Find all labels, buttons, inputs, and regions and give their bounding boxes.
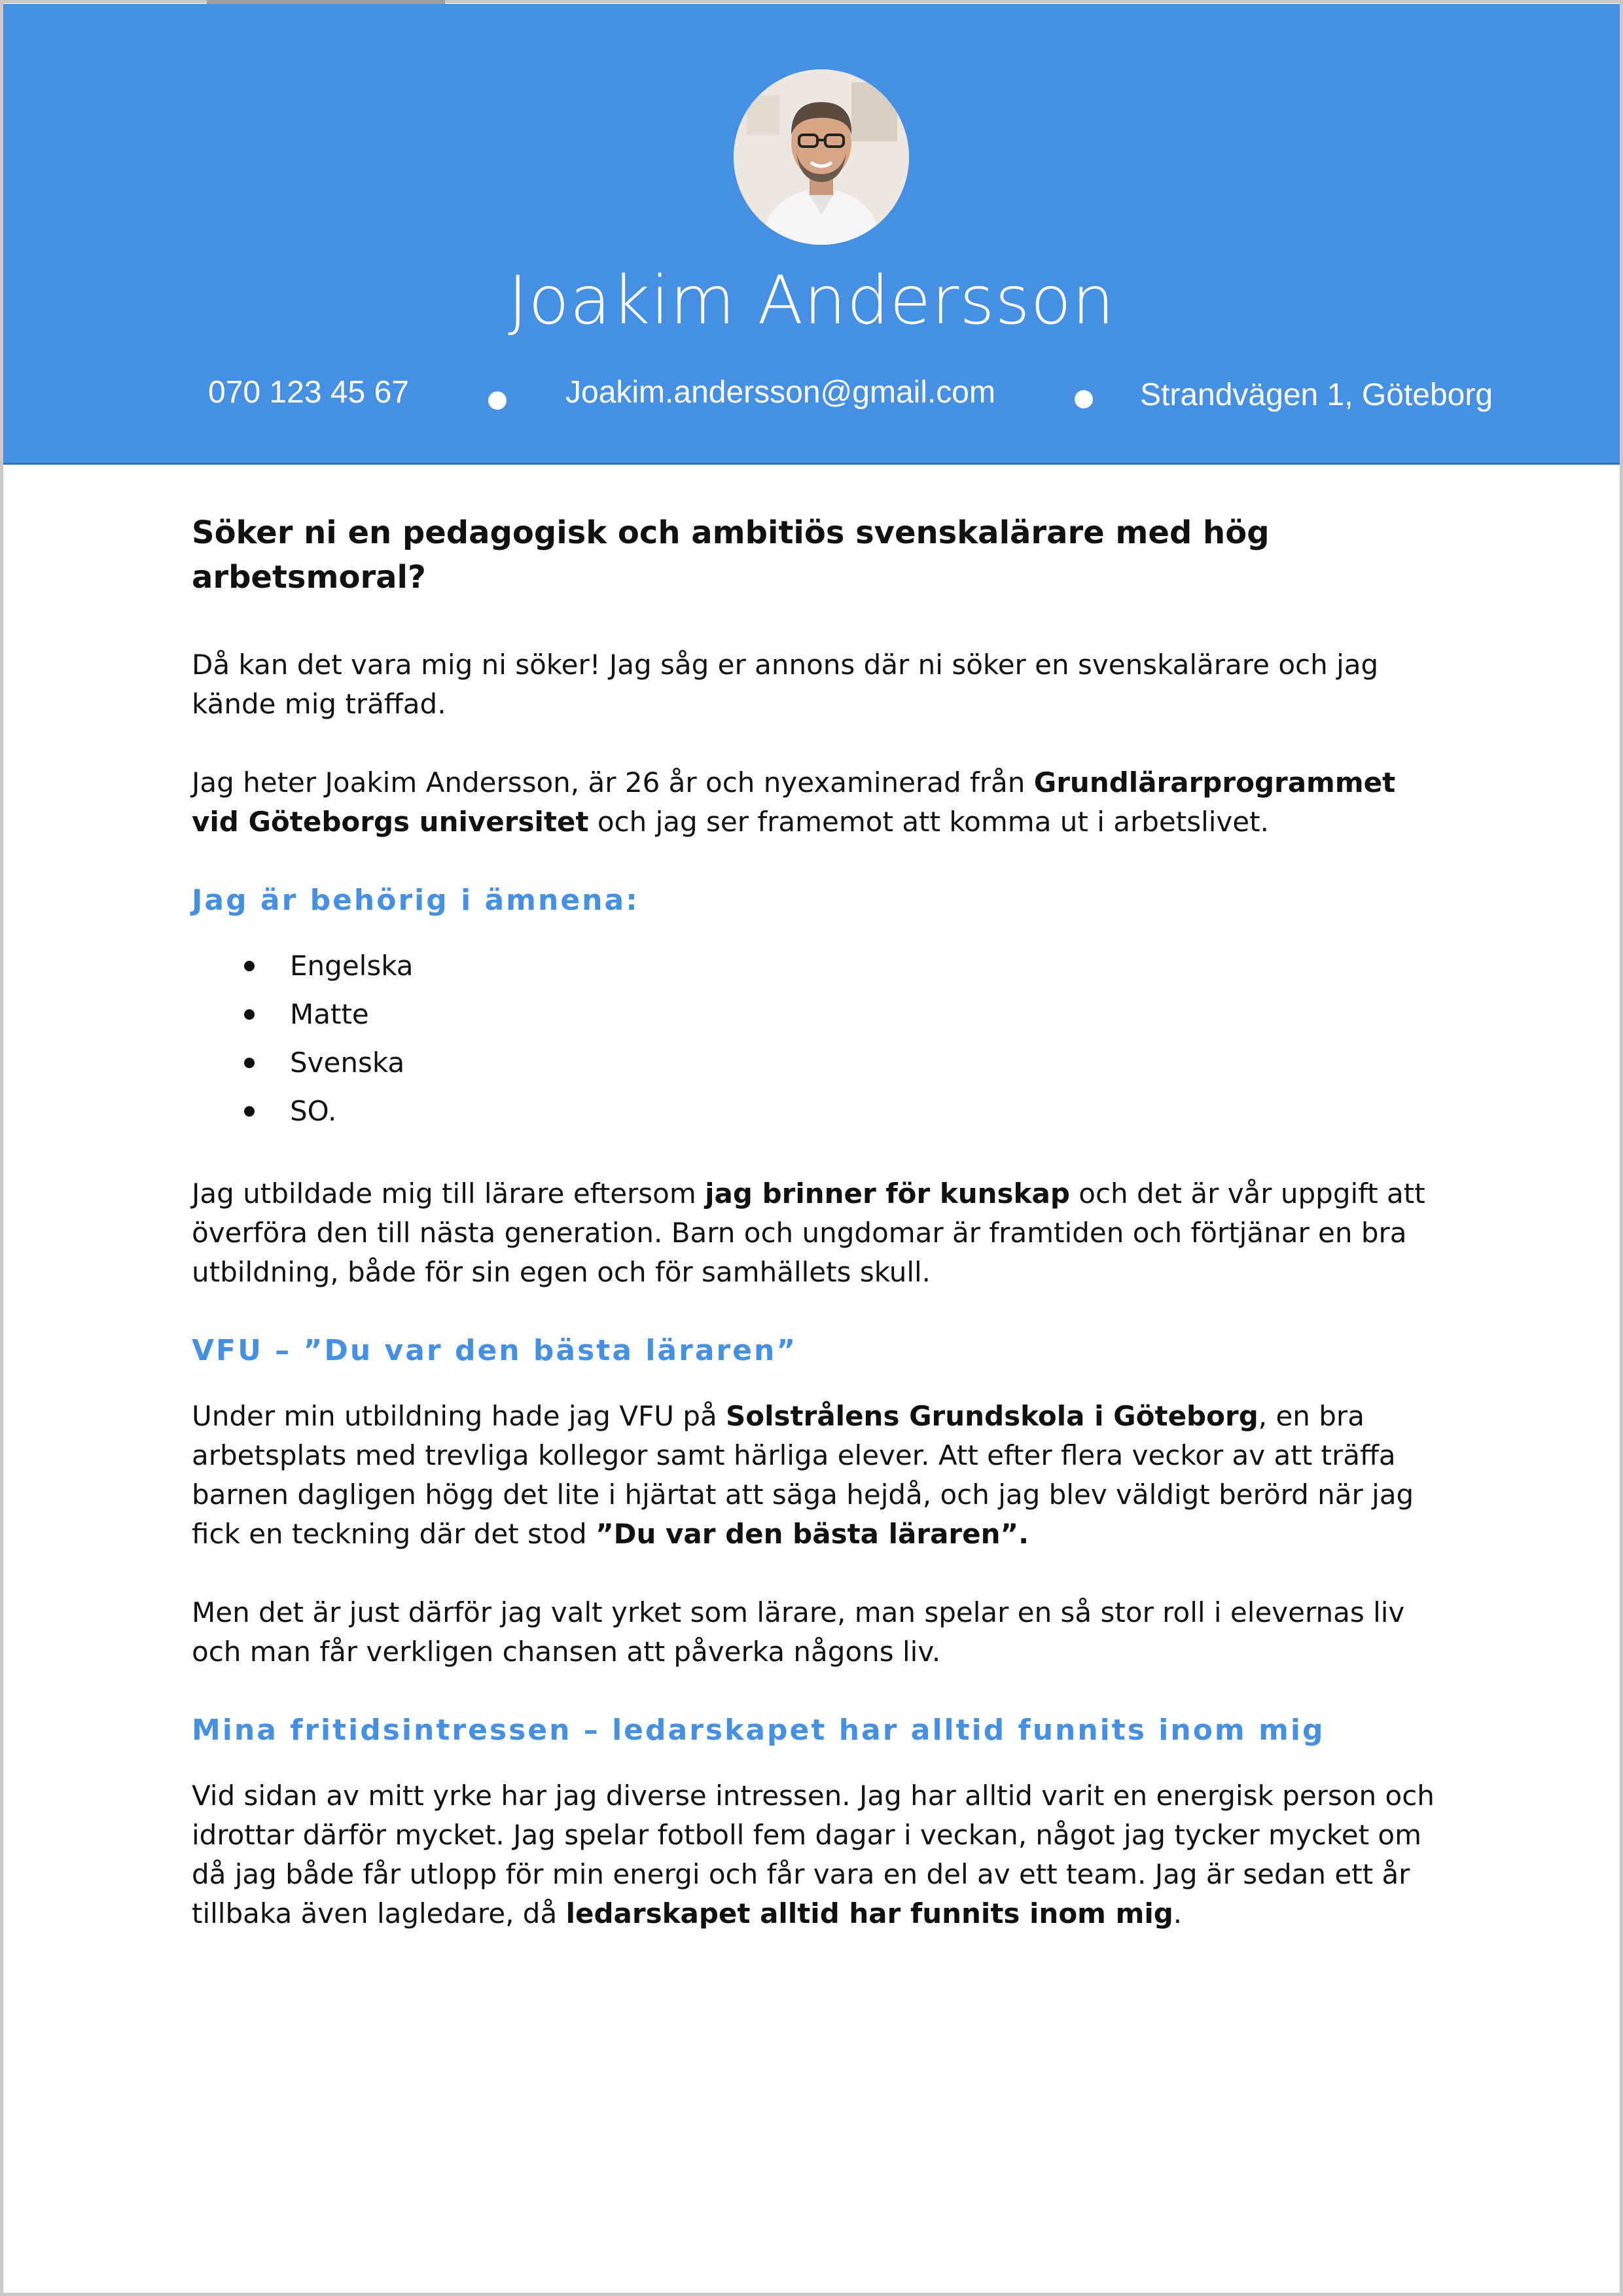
about-paragraph: Jag heter Joakim Andersson, är 26 år och nyexaminerad från Grundlärarprogrammet vid Göteborgs universitet och jag ser framemot att komma ut i arbetslivet. (192, 766, 1396, 838)
header-divider (3, 463, 1620, 465)
list-item: Svenska (192, 1043, 1435, 1092)
contact-phone: 070 123 45 67 (208, 375, 409, 410)
subjects-list (192, 946, 1435, 1140)
applicant-name: Joakim Andersson (508, 262, 1115, 340)
profile-photo (734, 69, 909, 245)
contact-email: Joakim.andersson@gmail.com (565, 375, 995, 410)
list-item: Engelska (192, 946, 1435, 995)
separator-dot (1075, 390, 1093, 408)
vfu-heading: VFU – ”Du var den bästa läraren” (192, 1334, 798, 1367)
intro-paragraph: Då kan det vara mig ni söker! Jag såg er annons där ni söker en svenskalärare och jag kände mig träffad. (192, 649, 1379, 720)
motivation-paragraph: Jag utbildade mig till lärare eftersom jag brinner för kunskap och det är vår uppgift att överföra den till nästa generation. Barn och ungdomar är framtiden och förtjänar en bra utbildning, både för sin egen och för samhällets skull. (192, 1177, 1425, 1288)
bullet-icon (244, 1058, 255, 1068)
portrait-illustration (734, 69, 909, 245)
letter-body (192, 511, 1435, 1973)
hobbies-heading: Mina fritidsintressen – ledarskapet har alltid funnits inom mig (192, 1713, 1325, 1747)
list-item: SO. (192, 1092, 1435, 1140)
bullet-icon (244, 1009, 255, 1020)
separator-dot (488, 391, 507, 410)
contact-address: Strandvägen 1, Göteborg (1140, 378, 1493, 412)
bullet-icon (244, 1106, 255, 1117)
hobbies-paragraph: Vid sidan av mitt yrke har jag diverse intressen. Jag har alltid varit en energisk person och idrottar därför mycket. Jag spelar fotboll fem dagar i veckan, något jag tycker mycket om då jag både får utlopp för min energi och får vara en del av ett team. Jag är sedan ett år tillbaka även lagledare, då ledarskapet alltid har funnits inom mig. (192, 1780, 1435, 1929)
role-paragraph: Men det är just därför jag valt yrket som lärare, man spelar en så stor roll i elevernas liv och man får verkligen chansen att påverka någons liv. (192, 1596, 1405, 1668)
bullet-icon (244, 961, 255, 971)
list-item: Matte (192, 995, 1435, 1043)
subjects-heading: Jag är behörig i ämnena: (192, 884, 639, 917)
letter-lead: Söker ni en pedagogisk och ambitiös svenskalärare med hög arbetsmoral? (192, 514, 1270, 596)
vfu-paragraph: Under min utbildning hade jag VFU på Solstrålens Grundskola i Göteborg, en bra arbetsplats med trevliga kollegor samt härliga elever. Att efter flera veckor av att träffa barnen dagligen högg det lite i hjärtat att säga hejdå, och jag blev väldigt berörd när jag fick en teckning där det stod ”Du var den bästa läraren”. (192, 1400, 1414, 1550)
